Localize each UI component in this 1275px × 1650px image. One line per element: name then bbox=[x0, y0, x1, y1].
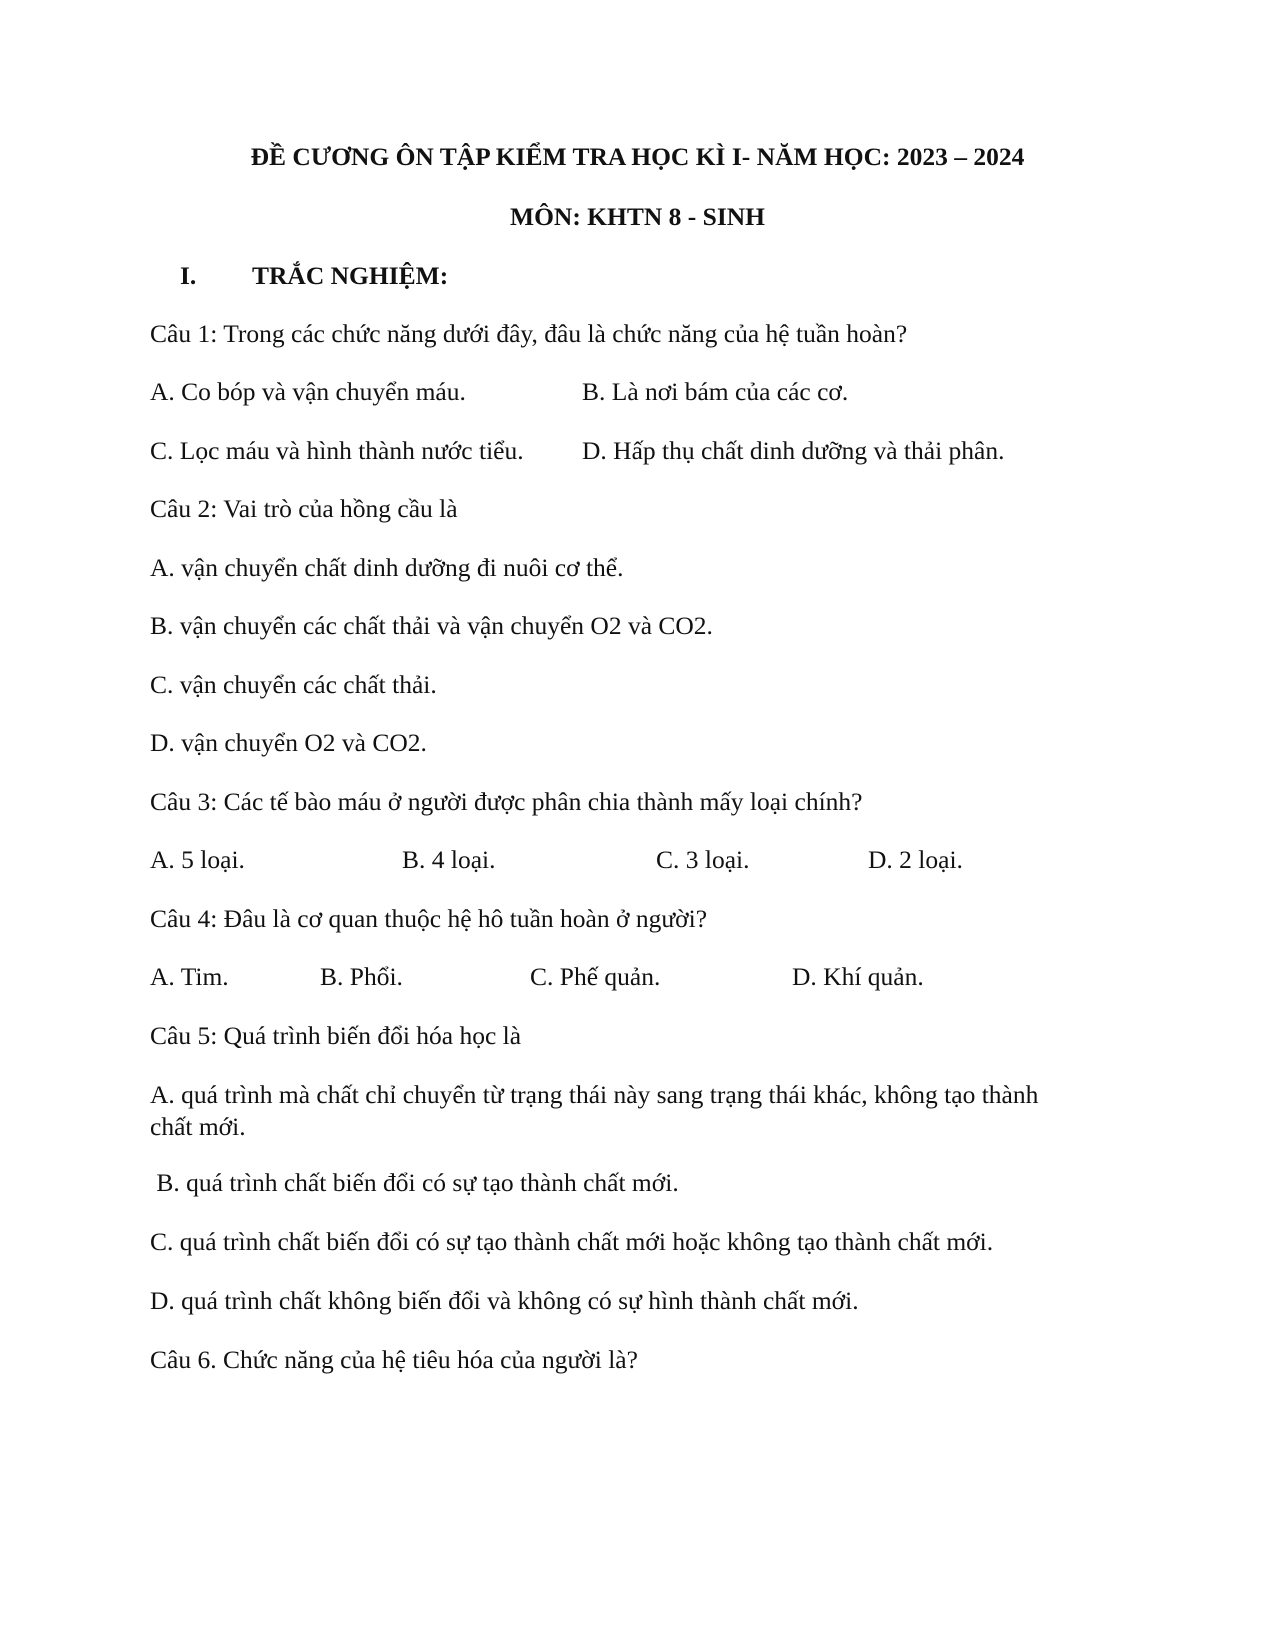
question-stem: Câu 6. Chức năng của hệ tiêu hóa của người là? bbox=[150, 1345, 638, 1374]
option-d: D. Khí quản. bbox=[792, 962, 924, 991]
option-d: D. quá trình chất không biến đổi và không có sự hình thành chất mới. bbox=[150, 1286, 859, 1315]
option-b: B. quá trình chất biến đổi có sự tạo thành chất mới. bbox=[150, 1168, 679, 1197]
question-stem: Câu 5: Quá trình biến đổi hóa học là bbox=[150, 1021, 522, 1050]
question-stem: Câu 4: Đâu là cơ quan thuộc hệ hô tuần hoàn ở người? bbox=[150, 904, 708, 933]
option-d: D. vận chuyển O2 và CO2. bbox=[150, 728, 427, 757]
question-stem: Câu 3: Các tế bào máu ở người được phân chia thành mấy loại chính? bbox=[150, 787, 863, 816]
option-c: C. vận chuyển các chất thải. bbox=[150, 670, 437, 699]
section-number: I. bbox=[180, 261, 197, 290]
option-b: B. 4 loại. bbox=[402, 845, 496, 874]
option-b: B. vận chuyển các chất thải và vận chuyển O2 và CO2. bbox=[150, 611, 713, 640]
option-b: B. Phổi. bbox=[320, 962, 403, 991]
option-a: A. vận chuyển chất dinh dưỡng đi nuôi cơ thể. bbox=[150, 553, 624, 582]
option-a: A. Co bóp và vận chuyển máu. bbox=[150, 377, 466, 406]
option-b: B. Là nơi bám của các cơ. bbox=[582, 377, 849, 406]
question-stem: Câu 1: Trong các chức năng dưới đây, đâu là chức năng của hệ tuần hoàn? bbox=[150, 319, 908, 348]
section-title: TRẮC NGHIỆM: bbox=[252, 261, 449, 290]
option-a: A. 5 loại. bbox=[150, 845, 245, 874]
option-a: A. quá trình mà chất chỉ chuyển từ trạng thái này sang trạng thái khác, không tạo thành chất mới. bbox=[150, 1080, 1039, 1141]
question-stem: Câu 2: Vai trò của hồng cầu là bbox=[150, 494, 458, 523]
document-title: ĐỀ CƯƠNG ÔN TẬP KIỂM TRA HỌC KÌ I- NĂM HỌC: 2023 – 2024 bbox=[250, 142, 1025, 171]
option-d: D. Hấp thụ chất dinh dưỡng và thải phân. bbox=[582, 436, 1005, 465]
option-c: C. quá trình chất biến đổi có sự tạo thành chất mới hoặc không tạo thành chất mới. bbox=[150, 1227, 994, 1256]
subject-heading: MÔN: KHTN 8 - SINH bbox=[510, 202, 765, 231]
option-c: C. 3 loại. bbox=[656, 845, 750, 874]
option-c: C. Lọc máu và hình thành nước tiểu. bbox=[150, 436, 524, 465]
option-c: C. Phế quản. bbox=[530, 962, 661, 991]
option-d: D. 2 loại. bbox=[868, 845, 963, 874]
option-a: A. Tim. bbox=[150, 962, 229, 991]
